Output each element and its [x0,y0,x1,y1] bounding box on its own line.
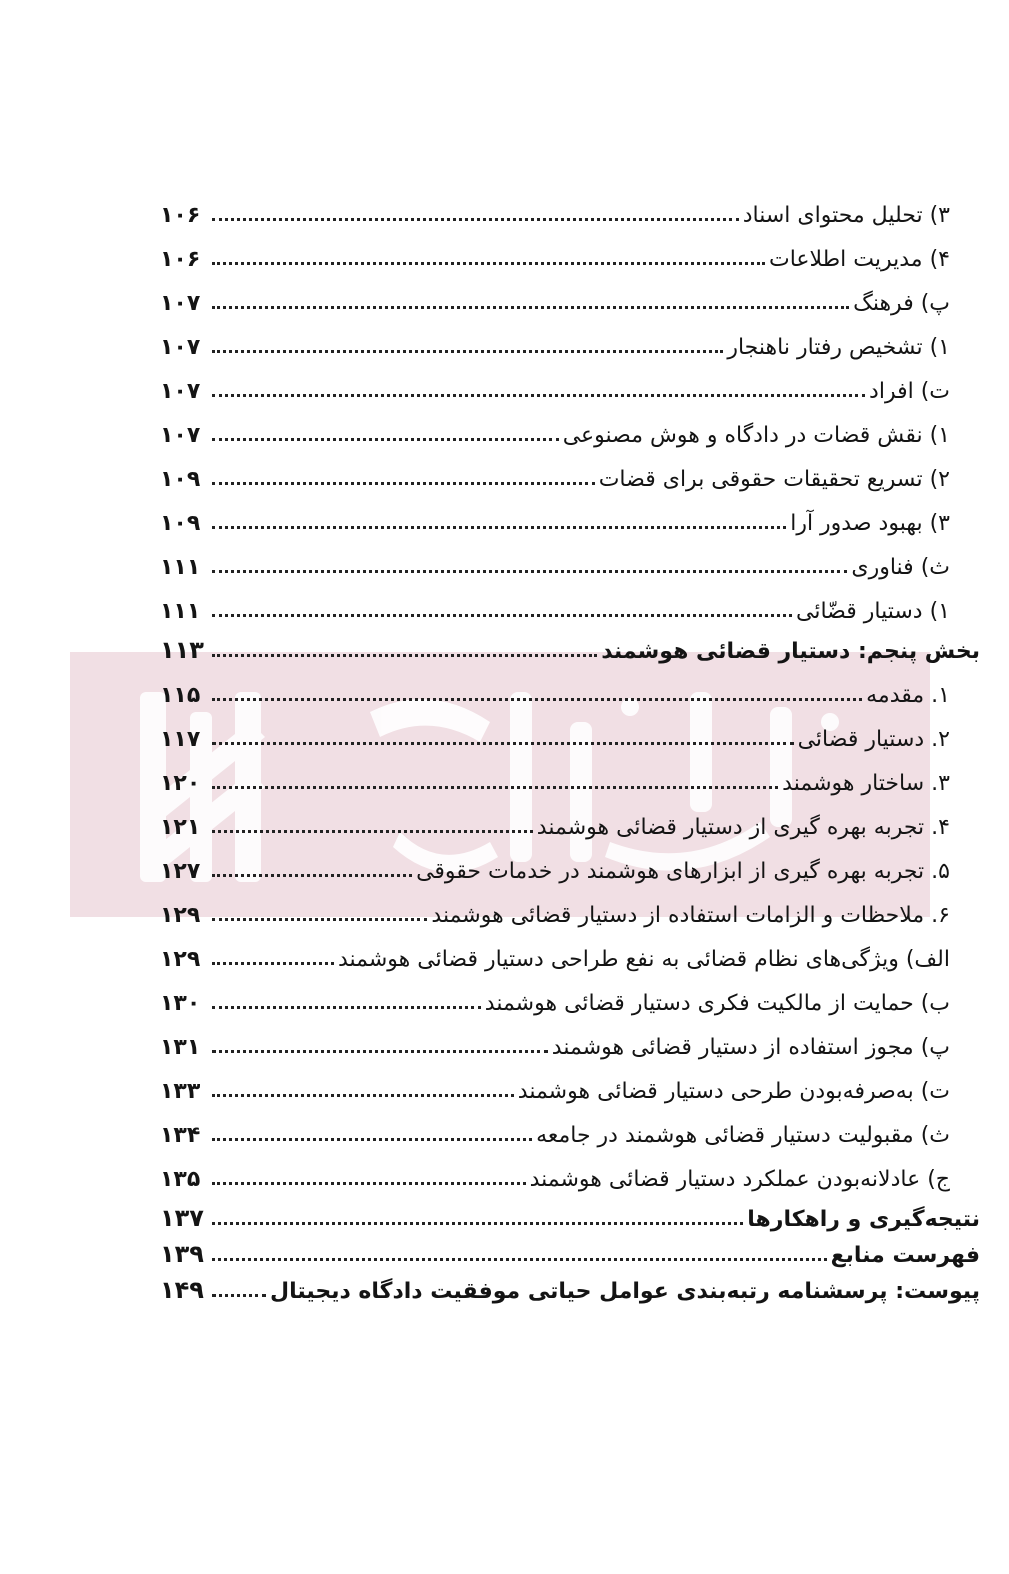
toc-entry [160,322,950,360]
toc-entry [160,890,950,928]
toc-entry [160,278,950,316]
toc-entry-title: پیوست: پرسشنامه رتبه‌بندی عوامل حیاتی موفقیت دادگاه دیجیتال [270,1279,980,1304]
toc-entry-title: ۳. ساختار هوشمند [782,771,950,796]
toc-entry-page: ۱۰۷ [160,423,201,448]
toc-entry-title: ۱) نقش قضات در دادگاه و هوش مصنوعی [562,423,950,448]
toc-entry-title: ۲. دستیار قضائی [797,727,950,752]
toc-entry-page: ۱۳۰ [160,991,201,1016]
leader-dots [212,1050,548,1053]
toc-entry-page: ۱۳۴ [160,1123,201,1148]
toc-section-heading [160,1230,980,1268]
leader-dots [212,306,849,309]
toc-entry-page: ۱۳۵ [160,1167,201,1192]
toc-entry-title: ۱) دستیار قضّائی [796,599,950,624]
toc-entry [160,1066,950,1104]
toc-entry-page: ۱۳۷ [160,1204,204,1232]
toc-entry [160,670,950,708]
toc-entry-page: ۱۰۷ [160,335,201,360]
toc-entry-page: ۱۲۹ [160,903,201,928]
toc-entry-page: ۱۱۵ [160,683,201,708]
leader-dots [212,654,597,657]
leader-dots [212,350,723,353]
toc-entry [160,1022,950,1060]
toc-entry [160,410,950,448]
toc-section-heading [160,1266,980,1304]
toc-entry-page: ۱۳۱ [160,1035,201,1060]
toc-entry [160,234,950,272]
toc-entry-title: ث) فناوری [851,555,950,580]
toc-entry-page: ۱۱۳ [160,636,204,664]
toc-entry-page: ۱۳۳ [160,1079,201,1104]
leader-dots [212,698,862,701]
leader-dots [212,962,334,965]
toc-entry-page: ۱۲۰ [160,771,201,796]
toc-entry-page: ۱۰۹ [160,467,201,492]
toc-entry-title: نتیجه‌گیری و راهکارها [747,1207,980,1232]
toc-entry [160,1110,950,1148]
toc-entry [160,366,950,404]
toc-entry-title: ت) به‌صرفه‌بودن طرحی دستیار قضائی هوشمند [517,1079,950,1104]
toc-entry [160,846,950,884]
leader-dots [212,1006,481,1009]
toc-entry [160,454,950,492]
leader-dots [212,830,533,833]
toc-entry-title: پ) مجوز استفاده از دستیار قضائی هوشمند [551,1035,950,1060]
toc-entry-page: ۱۰۹ [160,511,201,536]
leader-dots [212,786,778,789]
toc-entry-page: ۱۴۹ [160,1276,204,1304]
leader-dots [212,526,786,529]
toc-entry [160,758,950,796]
toc-entry [160,802,950,840]
toc-entry-page: ۱۳۹ [160,1240,204,1268]
leader-dots [212,742,794,745]
toc-entry [160,714,950,752]
toc-entry-page: ۱۲۱ [160,815,201,840]
toc-entry-title: ۴. تجربه بهره گیری از دستیار قضائی هوشمند [536,815,950,840]
toc-entry-page: ۱۰۷ [160,379,201,404]
toc-entry-title: ۱) تشخیص رفتار ناهنجار [727,335,950,360]
toc-section-heading [160,626,980,664]
leader-dots [212,218,739,221]
toc-entry [160,934,950,972]
toc-entry-title: ۳) تحلیل محتوای اسناد [742,203,950,228]
toc-entry-title: ث) مقبولیت دستیار قضائی هوشمند در جامعه [536,1123,950,1148]
leader-dots [212,438,559,441]
toc-entry-title: ۵. تجربه بهره گیری از ابزارهای هوشمند در خدمات حقوقی [416,859,950,884]
toc-section-heading [160,1194,980,1232]
toc-entry-page: ۱۱۱ [160,599,201,624]
leader-dots [212,918,427,921]
toc-entry-page: ۱۰۶ [160,203,201,228]
toc-entry-page: ۱۱۷ [160,727,201,752]
toc-entry-title: ج) عادلانه‌بودن عملکرد دستیار قضائی هوشمند [529,1167,950,1192]
toc-entry [160,586,950,624]
leader-dots [212,1294,266,1297]
toc-entry-title: ۱. مقدمه [866,683,950,708]
toc-entry-title: ۶. ملاحظات و الزامات استفاده از دستیار قضائی هوشمند [431,903,950,928]
leader-dots [212,1094,514,1097]
leader-dots [212,614,792,617]
toc-entry-page: ۱۲۷ [160,859,201,884]
toc-entry-title: بخش پنجم: دستیار قضائی هوشمند [601,639,980,664]
toc-entry [160,190,950,228]
toc-entry-title: ت) افراد [869,379,950,404]
toc-entry-title: ۳) بهبود صدور آرا [790,511,950,536]
toc-entry-page: ۱۰۷ [160,291,201,316]
toc-entry [160,542,950,580]
toc-entry-title: الف) ویژگی‌های نظام قضائی به نفع طراحی دستیار قضائی هوشمند [337,947,950,972]
leader-dots [212,1222,743,1225]
leader-dots [212,874,412,877]
toc-entry-title: فهرست منابع [830,1243,980,1268]
leader-dots [212,570,847,573]
leader-dots [212,482,595,485]
leader-dots [212,1138,532,1141]
toc-entry [160,978,950,1016]
leader-dots [212,1258,827,1261]
leader-dots [212,1182,526,1185]
toc-entry-title: ب) حمایت از مالکیت فکری دستیار قضائی هوشمند [484,991,950,1016]
toc-entry-page: ۱۲۹ [160,947,201,972]
leader-dots [212,262,765,265]
toc-entry [160,498,950,536]
toc-entry-page: ۱۰۶ [160,247,201,272]
toc-entry-page: ۱۱۱ [160,555,201,580]
leader-dots [212,394,865,397]
toc-entry-title: پ) فرهنگ [853,291,950,316]
toc-entry-title: ۲) تسریع تحقیقات حقوقی برای قضات [598,467,950,492]
toc-entry-title: ۴) مدیریت اطلاعات [768,247,950,272]
toc-entry [160,1154,950,1192]
